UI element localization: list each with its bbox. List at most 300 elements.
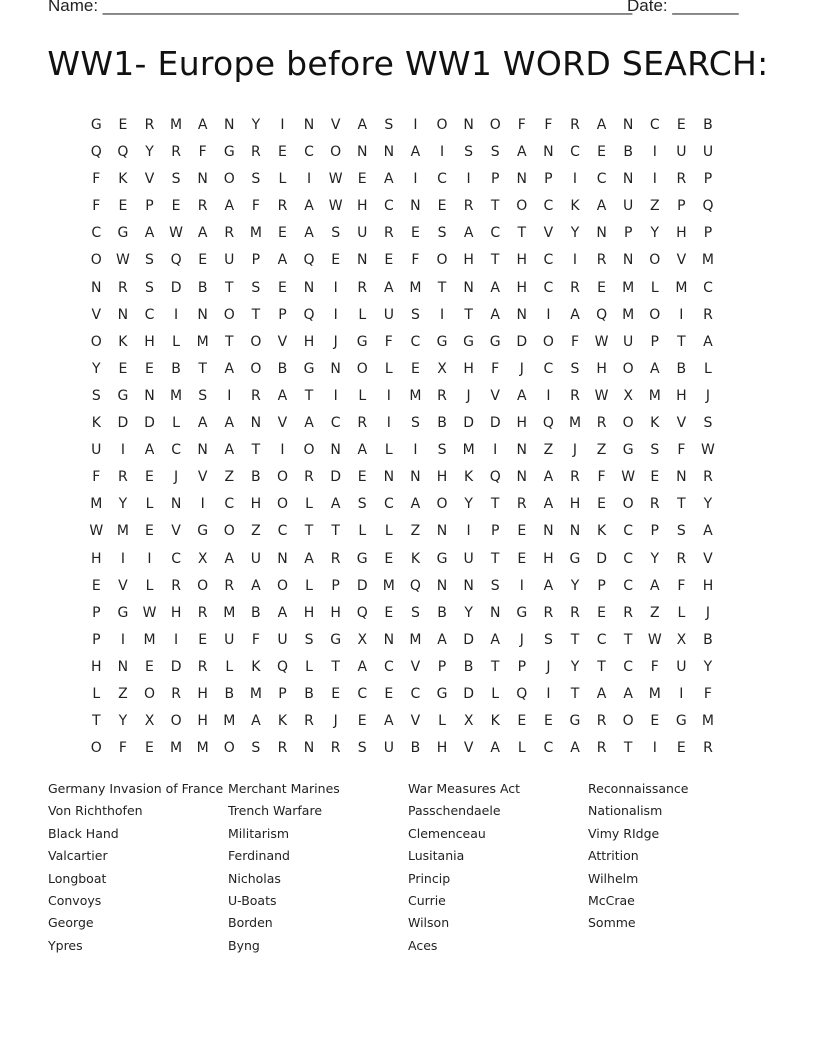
grid-letter: N: [303, 740, 315, 757]
grid-letter: S: [145, 279, 154, 296]
grid-letter: N: [303, 279, 315, 296]
grid-letter: U: [277, 631, 288, 648]
grid-letter: I: [280, 117, 285, 133]
word-list-item: Byng: [228, 937, 260, 953]
grid-letter: F: [677, 577, 686, 594]
grid-letter: I: [572, 171, 578, 188]
grid-letter: I: [519, 577, 524, 594]
grid-letter: B: [623, 144, 633, 161]
grid-letter: R: [437, 387, 447, 404]
grid-letter: H: [170, 604, 182, 621]
grid-letter: I: [572, 252, 578, 269]
word-list-item: Vimy RIdge: [588, 825, 660, 841]
grid-letter: L: [145, 577, 154, 594]
grid-letter: A: [570, 306, 580, 323]
word-list-item: Passchendaele: [408, 803, 501, 819]
grid-letter: A: [703, 523, 713, 540]
grid-letter: E: [517, 550, 527, 567]
grid-letter: C: [437, 171, 447, 188]
word-list-item: George: [48, 915, 94, 931]
grid-letter: C: [703, 279, 713, 296]
grid-letter: B: [171, 360, 181, 377]
grid-letter: R: [703, 740, 713, 757]
grid-letter: G: [356, 550, 368, 567]
grid-letter: V: [197, 469, 208, 486]
grid-letter: U: [224, 631, 235, 648]
grid-letter: M: [701, 252, 714, 269]
grid-letter: E: [278, 144, 287, 161]
grid-letter: S: [357, 740, 367, 757]
grid-letter: J: [705, 604, 711, 621]
grid-letter: C: [144, 306, 155, 323]
grid-letter: X: [357, 631, 368, 648]
grid-letter: E: [145, 658, 154, 675]
grid-letter: N: [622, 252, 634, 269]
grid-letter: Z: [649, 604, 660, 621]
grid-letter: P: [92, 604, 101, 621]
grid-letter: B: [410, 740, 421, 757]
grid-letter: S: [410, 306, 420, 323]
grid-letter: Y: [251, 117, 261, 133]
grid-letter: R: [277, 198, 288, 215]
grid-letter: J: [466, 387, 471, 404]
grid-letter: C: [304, 144, 314, 161]
grid-letter: C: [623, 577, 634, 594]
grid-letter: R: [570, 604, 580, 621]
grid-letter: P: [490, 523, 500, 540]
grid-letter: M: [170, 740, 183, 757]
grid-letter: Q: [356, 604, 368, 621]
grid-letter: A: [197, 225, 208, 242]
grid-letter: C: [623, 550, 634, 567]
grid-letter: O: [223, 523, 235, 540]
grid-letter: H: [516, 279, 528, 296]
word-list-item: Nicholas: [228, 870, 281, 886]
grid-letter: A: [224, 198, 235, 215]
grid-letter: I: [200, 496, 205, 513]
grid-letter: T: [677, 496, 686, 513]
grid-letter: C: [383, 198, 394, 215]
grid-letter: H: [676, 387, 687, 404]
word-list-item: Ypres: [48, 937, 83, 953]
grid-letter: E: [597, 604, 606, 621]
grid-letter: E: [384, 685, 394, 702]
grid-letter: E: [145, 523, 154, 540]
grid-letter: W: [594, 333, 609, 350]
grid-letter: E: [410, 225, 420, 242]
grid-letter: A: [330, 496, 341, 513]
grid-letter: D: [144, 415, 155, 432]
grid-letter: I: [546, 387, 551, 404]
grid-letter: N: [436, 577, 448, 594]
grid-letter: R: [570, 387, 580, 404]
grid-letter: S: [437, 225, 447, 242]
grid-letter: I: [120, 550, 125, 567]
grid-letter: A: [251, 713, 261, 730]
grid-letter: H: [596, 360, 607, 377]
grid-letter: T: [251, 306, 261, 323]
grid-letter: X: [437, 360, 447, 377]
grid-letter: O: [436, 252, 448, 269]
grid-letter: A: [649, 577, 660, 594]
grid-letter: N: [383, 469, 395, 486]
grid-letter: C: [410, 685, 421, 702]
grid-letter: W: [328, 171, 343, 188]
grid-letter: I: [439, 144, 445, 161]
name-field-line: Name: ________________________________________________________: [48, 0, 633, 15]
grid-letter: F: [384, 333, 393, 350]
grid-letter: F: [517, 117, 526, 133]
grid-letter: G: [569, 550, 581, 567]
grid-letter: E: [597, 279, 606, 296]
grid-letter: T: [437, 279, 447, 296]
grid-letter: E: [410, 360, 420, 377]
grid-letter: N: [436, 523, 448, 540]
grid-letter: W: [647, 631, 662, 648]
grid-letter: N: [516, 469, 528, 486]
grid-letter: J: [519, 631, 524, 648]
grid-letter: F: [491, 360, 500, 377]
grid-letter: G: [436, 550, 448, 567]
grid-letter: S: [331, 225, 341, 242]
grid-letter: Q: [90, 144, 102, 161]
grid-letter: G: [436, 685, 448, 702]
grid-letter: L: [517, 740, 526, 757]
grid-letter: G: [223, 144, 235, 161]
grid-letter: R: [570, 469, 580, 486]
grid-letter: A: [623, 685, 633, 702]
grid-letter: A: [596, 685, 607, 702]
grid-letter: N: [197, 171, 208, 188]
grid-letter: H: [702, 577, 714, 594]
grid-letter: L: [225, 658, 234, 675]
grid-letter: N: [516, 442, 528, 459]
grid-letter: O: [303, 442, 315, 459]
grid-letter: F: [544, 117, 553, 133]
grid-letter: S: [304, 631, 314, 648]
grid-letter: M: [382, 577, 395, 594]
grid-letter: A: [144, 442, 155, 459]
grid-letter: V: [463, 740, 474, 757]
grid-letter: K: [650, 415, 660, 432]
grid-letter: R: [197, 198, 208, 215]
grid-letter: F: [597, 469, 606, 486]
grid-letter: A: [543, 577, 554, 594]
grid-letter: E: [118, 117, 128, 133]
grid-letter: R: [383, 225, 394, 242]
grid-letter: I: [679, 306, 684, 323]
grid-letter: W: [328, 198, 343, 215]
word-list-item: Black Hand: [48, 825, 119, 841]
word-list-item: U-Boats: [228, 892, 277, 908]
word-list-item: Trench Warfare: [228, 803, 323, 819]
grid-letter: A: [277, 604, 288, 621]
grid-letter: I: [652, 144, 657, 161]
grid-letter: G: [117, 387, 129, 404]
grid-letter: S: [357, 496, 367, 513]
grid-letter: E: [357, 469, 367, 486]
grid-letter: I: [306, 171, 312, 188]
grid-letter: X: [197, 550, 208, 567]
grid-letter: S: [437, 442, 447, 459]
grid-letter: O: [143, 685, 155, 702]
grid-letter: O: [90, 333, 102, 350]
grid-letter: R: [304, 469, 314, 486]
grid-letter: W: [115, 252, 130, 269]
grid-letter: F: [251, 198, 260, 215]
grid-letter: D: [463, 415, 474, 432]
grid-letter: W: [621, 469, 636, 486]
grid-letter: C: [649, 117, 660, 133]
grid-letter: W: [89, 523, 104, 540]
grid-letter: B: [251, 604, 261, 621]
grid-letter: M: [249, 685, 262, 702]
grid-letter: C: [277, 523, 288, 540]
grid-letter: V: [676, 252, 687, 269]
grid-letter: S: [543, 631, 553, 648]
grid-letter: N: [489, 604, 501, 621]
grid-letter: A: [224, 360, 235, 377]
grid-letter: F: [411, 252, 420, 269]
grid-letter: O: [622, 713, 634, 730]
grid-letter: N: [410, 198, 421, 215]
word-list-item: Convoys: [48, 892, 102, 908]
word-list-item: Borden: [228, 915, 273, 931]
grid-letter: C: [543, 360, 554, 377]
grid-letter: O: [90, 740, 102, 757]
grid-letter: A: [703, 333, 713, 350]
grid-letter: M: [409, 387, 422, 404]
grid-letter: N: [622, 117, 634, 133]
grid-letter: W: [701, 442, 715, 459]
grid-letter: O: [436, 117, 448, 133]
grid-letter: B: [676, 360, 687, 377]
grid-letter: A: [596, 117, 607, 133]
grid-letter: A: [197, 117, 208, 133]
grid-letter: O: [276, 469, 288, 486]
grid-letter: E: [331, 685, 341, 702]
grid-letter: K: [490, 713, 500, 730]
grid-letter: T: [570, 685, 580, 702]
grid-letter: C: [543, 740, 554, 757]
grid-letter: S: [91, 387, 101, 404]
grid-letter: E: [384, 252, 394, 269]
grid-letter: H: [463, 252, 474, 269]
grid-letter: U: [623, 198, 634, 215]
grid-letter: Y: [570, 577, 580, 594]
grid-letter: U: [702, 144, 714, 161]
grid-letter: R: [543, 604, 554, 621]
grid-letter: Q: [117, 144, 129, 161]
grid-letter: B: [251, 469, 261, 486]
grid-letter: O: [622, 496, 634, 513]
grid-letter: T: [251, 442, 261, 459]
grid-letter: A: [197, 415, 208, 432]
grid-letter: R: [250, 144, 261, 161]
word-list-item: Aces: [408, 937, 438, 953]
grid-letter: G: [303, 360, 315, 377]
grid-letter: H: [144, 333, 155, 350]
grid-letter: S: [490, 577, 500, 594]
grid-letter: R: [118, 279, 128, 296]
grid-letter: V: [277, 415, 288, 432]
grid-letter: I: [120, 442, 125, 459]
date-field-line: Date: _______: [627, 0, 739, 15]
grid-letter: D: [463, 685, 474, 702]
grid-letter: V: [277, 333, 288, 350]
grid-letter: A: [384, 171, 394, 188]
grid-letter: I: [546, 306, 551, 323]
grid-letter: H: [436, 469, 448, 486]
grid-letter: C: [171, 550, 181, 567]
grid-letter: I: [333, 306, 338, 323]
grid-letter: P: [278, 685, 287, 702]
grid-letter: R: [676, 550, 687, 567]
grid-letter: O: [542, 333, 554, 350]
grid-letter: R: [649, 496, 660, 513]
grid-letter: F: [251, 631, 260, 648]
grid-letter: V: [410, 658, 421, 675]
letter-grid: [83, 112, 721, 762]
word-list-item: McCrae: [588, 892, 635, 908]
grid-letter: N: [410, 469, 421, 486]
grid-letter: P: [251, 252, 261, 269]
grid-letter: H: [91, 658, 102, 675]
grid-letter: Y: [464, 496, 473, 513]
grid-letter: L: [358, 306, 367, 323]
grid-letter: R: [703, 306, 713, 323]
grid-letter: E: [145, 469, 154, 486]
grid-letter: M: [116, 523, 129, 540]
grid-letter: C: [543, 252, 554, 269]
grid-letter: F: [92, 171, 101, 188]
grid-letter: Q: [276, 658, 288, 675]
grid-letter: O: [250, 360, 262, 377]
grid-letter: I: [652, 740, 657, 757]
grid-letter: I: [652, 171, 657, 188]
grid-letter: K: [277, 713, 288, 730]
grid-letter: A: [570, 740, 580, 757]
grid-letter: T: [331, 523, 340, 540]
grid-letter: N: [330, 442, 341, 459]
grid-letter: C: [410, 333, 421, 350]
grid-letter: R: [250, 387, 261, 404]
grid-letter: U: [676, 144, 687, 161]
grid-letter: O: [622, 360, 634, 377]
grid-letter: D: [463, 631, 474, 648]
grid-letter: A: [384, 279, 394, 296]
grid-letter: T: [623, 740, 633, 757]
grid-letter: A: [144, 225, 155, 242]
grid-letter: K: [251, 658, 261, 675]
grid-letter: V: [703, 550, 713, 567]
grid-letter: M: [223, 713, 236, 730]
grid-letter: A: [596, 198, 607, 215]
grid-letter: R: [171, 144, 181, 161]
grid-letter: P: [650, 523, 659, 540]
grid-letter: R: [330, 550, 341, 567]
grid-letter: A: [384, 713, 394, 730]
grid-letter: E: [145, 740, 154, 757]
grid-letter: O: [516, 198, 528, 215]
grid-letter: S: [570, 360, 580, 377]
grid-letter: E: [198, 252, 208, 269]
grid-letter: I: [227, 387, 232, 404]
grid-letter: F: [198, 144, 207, 161]
grid-letter: R: [676, 171, 687, 188]
grid-letter: Y: [570, 658, 580, 675]
grid-letter: C: [596, 631, 607, 648]
grid-letter: Y: [118, 713, 128, 730]
grid-letter: E: [331, 252, 341, 269]
grid-letter: H: [676, 225, 687, 242]
grid-letter: O: [223, 171, 235, 188]
grid-letter: B: [224, 685, 235, 702]
grid-letter: P: [437, 658, 447, 675]
grid-letter: I: [679, 685, 684, 702]
grid-letter: U: [383, 740, 394, 757]
grid-letter: G: [356, 333, 368, 350]
grid-letter: D: [489, 415, 501, 432]
grid-letter: I: [147, 550, 152, 567]
grid-letter: I: [386, 387, 391, 404]
grid-letter: N: [356, 252, 368, 269]
grid-letter: C: [490, 225, 501, 242]
word-list-item: Lusitania: [408, 848, 465, 864]
grid-letter: R: [171, 577, 181, 594]
grid-letter: L: [172, 333, 180, 350]
grid-letter: E: [597, 144, 606, 161]
grid-letter: R: [596, 252, 607, 269]
grid-letter: E: [650, 469, 660, 486]
grid-letter: S: [410, 415, 420, 432]
grid-letter: G: [569, 713, 581, 730]
grid-letter: F: [703, 685, 712, 702]
grid-letter: P: [623, 225, 633, 242]
grid-letter: X: [463, 713, 474, 730]
grid-letter: I: [413, 117, 418, 133]
grid-letter: K: [570, 198, 580, 215]
grid-letter: I: [174, 631, 179, 648]
grid-letter: E: [597, 496, 606, 513]
grid-letter: A: [357, 117, 368, 133]
grid-letter: F: [650, 658, 659, 675]
grid-letter: S: [703, 415, 713, 432]
grid-letter: F: [570, 333, 580, 350]
grid-letter: M: [409, 631, 422, 648]
grid-letter: O: [170, 713, 182, 730]
grid-letter: F: [677, 442, 686, 459]
grid-letter: R: [277, 740, 288, 757]
grid-letter: A: [490, 740, 500, 757]
grid-letter: O: [356, 360, 368, 377]
grid-letter: L: [145, 496, 154, 513]
grid-letter: M: [675, 279, 688, 296]
grid-letter: S: [464, 144, 474, 161]
grid-letter: J: [546, 658, 551, 675]
word-list-item: Von Richthofen: [48, 803, 143, 819]
grid-letter: G: [117, 604, 129, 621]
grid-letter: C: [570, 144, 580, 161]
grid-letter: A: [463, 225, 474, 242]
grid-letter: M: [622, 306, 635, 323]
grid-letter: K: [118, 333, 128, 350]
grid-letter: T: [570, 631, 580, 648]
grid-letter: R: [224, 577, 235, 594]
grid-letter: Z: [543, 442, 554, 459]
grid-letter: D: [170, 658, 182, 675]
grid-letter: D: [117, 415, 129, 432]
